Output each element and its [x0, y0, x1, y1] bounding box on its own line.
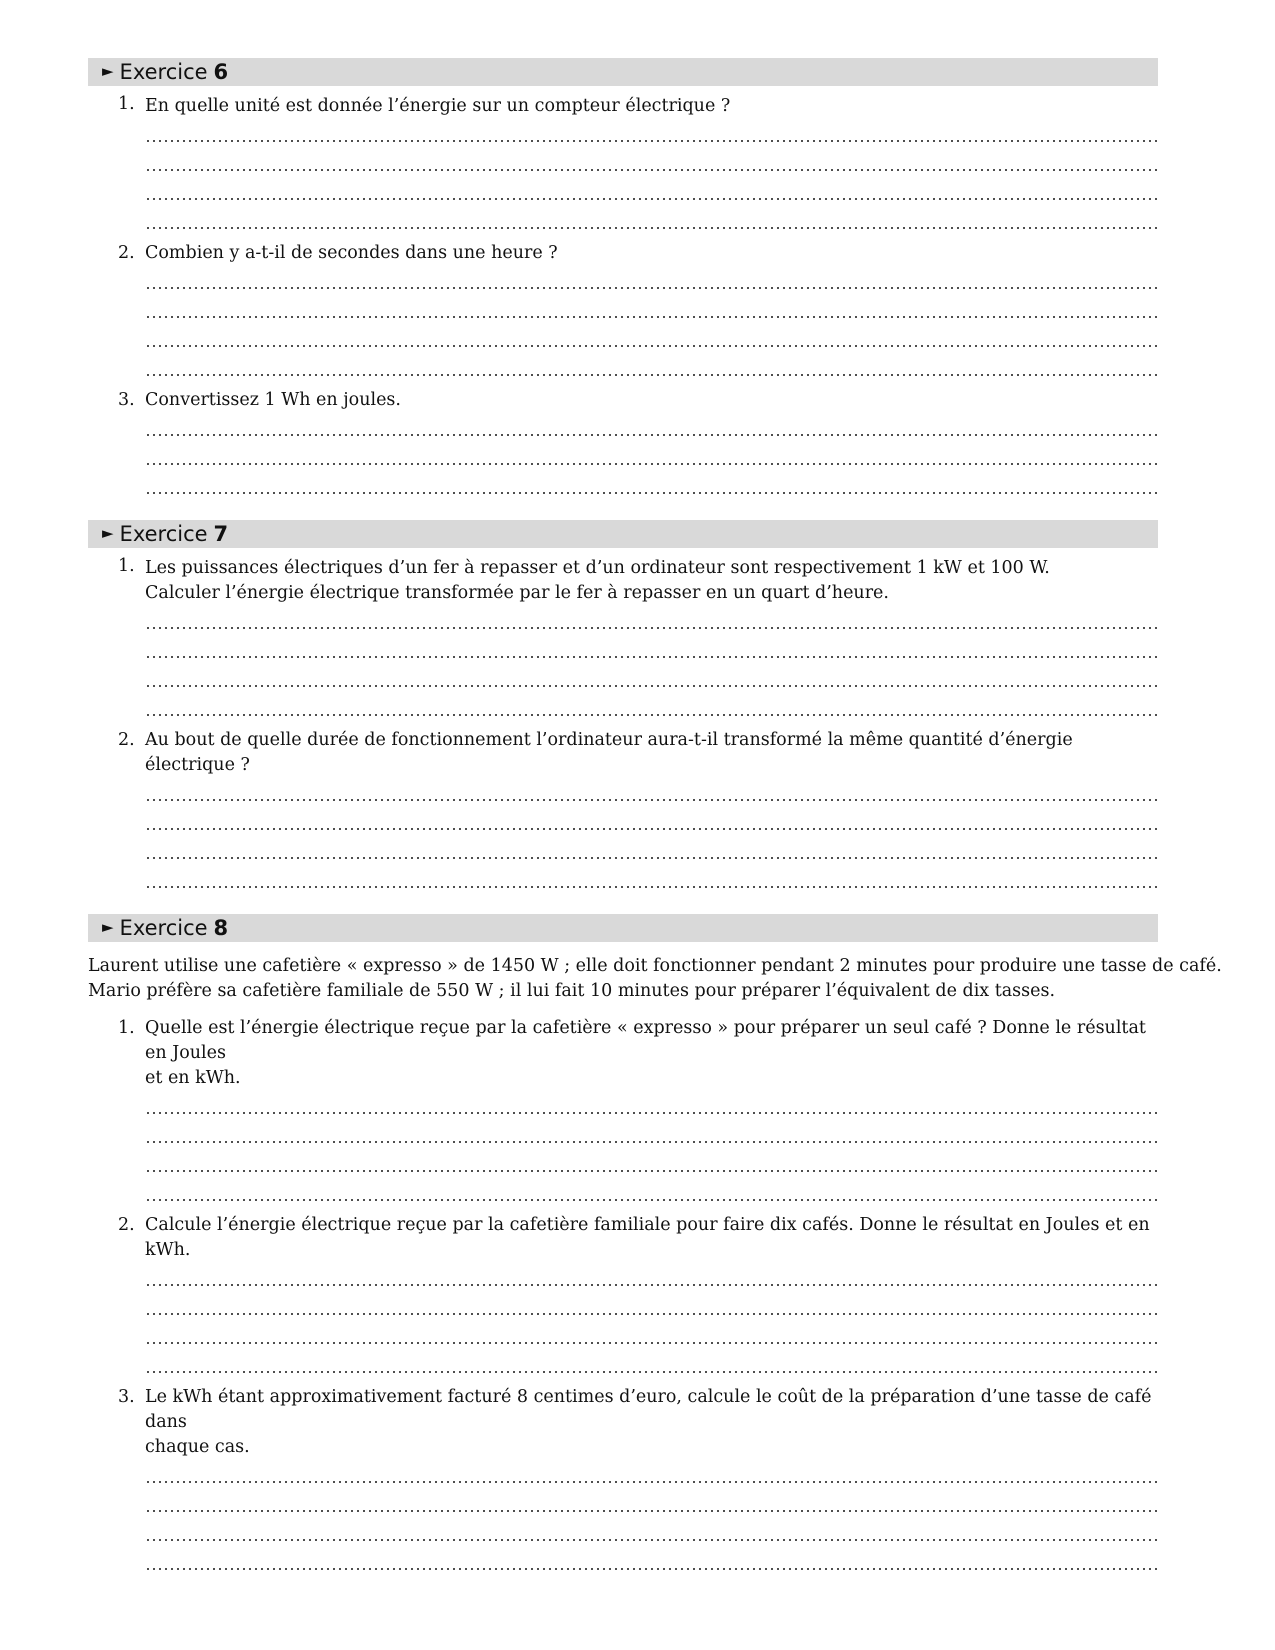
answer-area[interactable] [145, 266, 1158, 382]
question-line: Quelle est l’énergie électrique reçue par la cafetière « expresso » pour préparer un seul café ? Donne le résultat en Joules [145, 1018, 1146, 1063]
question-line: Le kWh étant approximativement facturé 8 centimes d’euro, calcule le coût de la préparation d’une tasse de café dans [145, 1387, 1152, 1432]
question-line: Calcule l’énergie électrique reçue par la cafetière familiale pour faire dix cafés. Donne le résultat en Joules et en kWh. [145, 1215, 1150, 1260]
question-item [88, 1010, 1158, 1207]
question-list [88, 86, 1158, 500]
dotted-answer-line[interactable] [145, 1518, 1158, 1547]
question-text [145, 235, 1158, 266]
dotted-answer-line[interactable] [145, 324, 1158, 353]
exercise-8 [88, 914, 1222, 1576]
dotted-answer-line[interactable] [145, 1292, 1158, 1321]
section-gap [88, 500, 1158, 520]
dotted-answer-line[interactable] [145, 836, 1158, 865]
exercise-number: 6 [213, 60, 229, 84]
question-line: Convertissez 1 Wh en joules. [145, 390, 401, 410]
question-line: Combien y a-t-il de secondes dans une heure ? [145, 243, 558, 263]
exercise-intro [88, 954, 1222, 1004]
question-item [88, 1207, 1158, 1379]
question-text [145, 1379, 1158, 1460]
dotted-answer-line[interactable] [145, 635, 1158, 664]
question-text [145, 382, 1158, 413]
question-item [88, 548, 1158, 722]
question-number: 1. [118, 94, 135, 114]
question-number: 2. [118, 1215, 135, 1235]
answer-area[interactable] [145, 1460, 1158, 1576]
answer-area[interactable] [145, 1091, 1158, 1207]
dotted-answer-line[interactable] [145, 148, 1158, 177]
dotted-answer-line[interactable] [145, 119, 1158, 148]
dotted-answer-line[interactable] [145, 353, 1158, 382]
question-list [88, 1010, 1158, 1576]
intro-line: Mario préfère sa cafetière familiale de 550 W ; il lui fait 10 minutes pour préparer l’équivalent de dix tasses. [88, 981, 1056, 1001]
question-text [145, 86, 1158, 119]
question-number: 2. [118, 243, 135, 263]
dotted-answer-line[interactable] [145, 1321, 1158, 1350]
dotted-answer-line[interactable] [145, 1178, 1158, 1207]
question-number: 1. [118, 556, 135, 576]
question-number: 2. [118, 730, 135, 750]
dotted-answer-line[interactable] [145, 807, 1158, 836]
dotted-answer-line[interactable] [145, 1149, 1158, 1178]
question-text [145, 722, 1158, 778]
exercise-header [88, 58, 1158, 86]
dotted-answer-line[interactable] [145, 1120, 1158, 1149]
answer-area[interactable] [145, 1263, 1158, 1379]
question-item [88, 1379, 1158, 1576]
exercise-6 [88, 58, 1158, 500]
exercise-7 [88, 520, 1158, 894]
question-item [88, 382, 1158, 500]
question-line: et en kWh. [145, 1068, 241, 1088]
exercise-number: 7 [213, 522, 229, 546]
dotted-answer-line[interactable] [145, 778, 1158, 807]
question-list [88, 548, 1158, 894]
answer-area[interactable] [145, 606, 1158, 722]
question-item [88, 722, 1158, 894]
answer-area[interactable] [145, 119, 1158, 235]
question-number: 1. [118, 1018, 135, 1038]
question-line: Calculer l’énergie électrique transformée par le fer à repasser en un quart d’heure. [145, 583, 889, 603]
dotted-answer-line[interactable] [145, 1350, 1158, 1379]
question-text [145, 1207, 1158, 1263]
exercise-number: 8 [213, 916, 229, 940]
dotted-answer-line[interactable] [145, 177, 1158, 206]
worksheet-page [88, 58, 1222, 1576]
question-item [88, 235, 1158, 382]
triangle-marker-icon: ► [102, 62, 114, 80]
question-line: En quelle unité est donnée l’énergie sur un compteur électrique ? [145, 96, 731, 116]
dotted-answer-line[interactable] [145, 295, 1158, 324]
dotted-answer-line[interactable] [145, 664, 1158, 693]
exercise-label: Exercice [119, 60, 208, 84]
dotted-answer-line[interactable] [145, 206, 1158, 235]
question-text [145, 1010, 1158, 1091]
dotted-answer-line[interactable] [145, 1091, 1158, 1120]
triangle-marker-icon: ► [102, 524, 114, 542]
answer-area[interactable] [145, 778, 1158, 894]
triangle-marker-icon: ► [102, 918, 114, 936]
question-number: 3. [118, 1387, 135, 1407]
dotted-answer-line[interactable] [145, 1547, 1158, 1576]
answer-area[interactable] [145, 413, 1158, 500]
question-item [88, 86, 1158, 235]
section-gap [88, 894, 1158, 914]
intro-line: Laurent utilise une cafetière « expresso » de 1450 W ; elle doit fonctionner pendant 2 minutes pour produire une tasse de café. [88, 956, 1222, 976]
question-line: chaque cas. [145, 1437, 250, 1457]
dotted-answer-line[interactable] [145, 1263, 1158, 1292]
dotted-answer-line[interactable] [145, 693, 1158, 722]
question-number: 3. [118, 390, 135, 410]
question-text [145, 548, 1158, 606]
question-line: Les puissances électriques d’un fer à repasser et d’un ordinateur sont respectivement 1 kW et 100 W. [145, 558, 1050, 578]
exercise-label: Exercice [119, 916, 208, 940]
dotted-answer-line[interactable] [145, 1489, 1158, 1518]
exercise-header [88, 914, 1158, 942]
dotted-answer-line[interactable] [145, 865, 1158, 894]
exercise-header [88, 520, 1158, 548]
dotted-answer-line[interactable] [145, 471, 1158, 500]
exercise-label: Exercice [119, 522, 208, 546]
dotted-answer-line[interactable] [145, 266, 1158, 295]
question-line: Au bout de quelle durée de fonctionnement l’ordinateur aura-t-il transformé la même quantité d’énergie électrique ? [145, 730, 1073, 775]
dotted-answer-line[interactable] [145, 413, 1158, 442]
dotted-answer-line[interactable] [145, 442, 1158, 471]
dotted-answer-line[interactable] [145, 606, 1158, 635]
dotted-answer-line[interactable] [145, 1460, 1158, 1489]
